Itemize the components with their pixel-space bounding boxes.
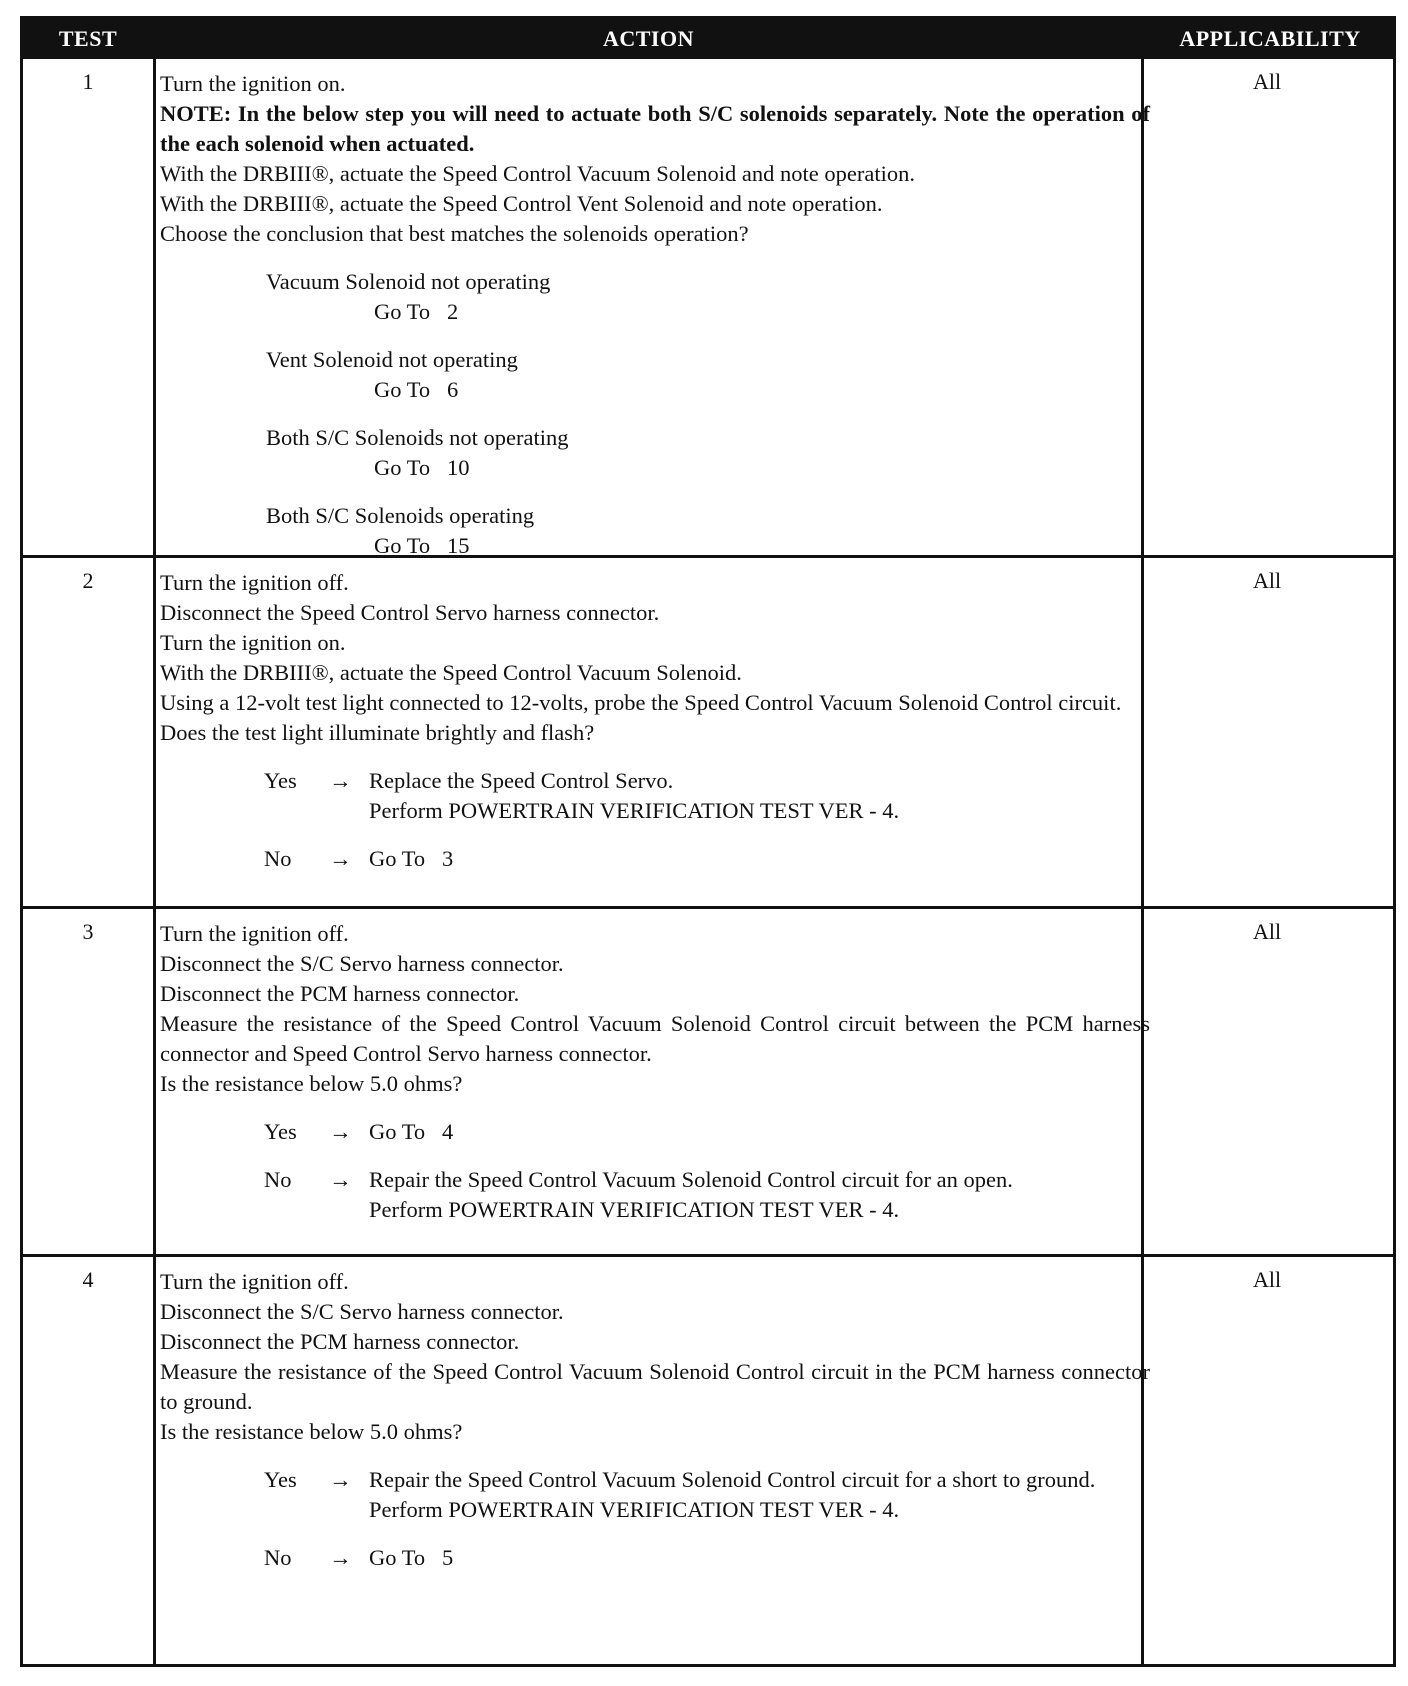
- result-yes: [264, 1465, 1150, 1525]
- result-text: Go To 3: [369, 846, 454, 871]
- table-row: [23, 1254, 1393, 1664]
- result-label: Yes: [264, 1467, 297, 1492]
- result-text: Repair the Speed Control Vacuum Solenoid Control circuit for a short to ground.: [369, 1467, 1096, 1492]
- conclusion-option: [266, 501, 1150, 561]
- action-line: Turn the ignition on.: [160, 71, 346, 96]
- result-label: Yes: [264, 1119, 297, 1144]
- action-line: With the DRBIII®, actuate the Speed Control Vent Solenoid and note operation.: [160, 191, 883, 216]
- action-line: Disconnect the PCM harness connector.: [160, 981, 520, 1006]
- action-cell: [160, 568, 1150, 874]
- result-no: [264, 1543, 1150, 1573]
- table-header: [23, 19, 1393, 59]
- action-line: With the DRBIII®, actuate the Speed Control Vacuum Solenoid and note operation.: [160, 161, 915, 186]
- action-line: Is the resistance below 5.0 ohms?: [160, 1071, 463, 1096]
- result-no: [264, 1165, 1150, 1225]
- action-line: Using a 12-volt test light connected to 12-volts, probe the Speed Control Vacuum Solenoid Control circuit.: [160, 690, 1122, 715]
- note-text: NOTE: In the below step you will need to actuate both S/C solenoids separately. Note the operation of the each solenoid when actuated.: [160, 101, 1150, 156]
- header-action: ACTION: [602, 26, 694, 51]
- option-goto: Go To 2: [374, 299, 459, 324]
- action-line: Turn the ignition off.: [160, 1269, 349, 1294]
- option-goto: Go To 6: [374, 377, 459, 402]
- arrow-icon: →: [329, 768, 352, 793]
- table-row: [23, 555, 1393, 906]
- applicability-value: All: [1252, 919, 1282, 944]
- action-cell: [160, 69, 1150, 561]
- arrow-icon: →: [329, 1467, 352, 1492]
- action-cell: [160, 919, 1150, 1225]
- action-line: Turn the ignition off.: [160, 921, 349, 946]
- arrow-icon: →: [329, 1119, 352, 1144]
- arrow-icon: →: [329, 1167, 352, 1192]
- option-goto: Go To 10: [374, 455, 470, 480]
- header-test: TEST: [58, 26, 118, 51]
- action-line: Turn the ignition on.: [160, 630, 346, 655]
- result-text: Perform POWERTRAIN VERIFICATION TEST VER - 4.: [369, 798, 900, 823]
- test-number: 3: [82, 919, 94, 944]
- arrow-icon: →: [329, 1545, 352, 1570]
- action-line: Turn the ignition off.: [160, 570, 349, 595]
- result-text: Replace the Speed Control Servo.: [369, 768, 674, 793]
- result-label: No: [264, 1167, 292, 1192]
- result-yes: [264, 1117, 1150, 1147]
- option-label: Vacuum Solenoid not operating: [266, 269, 551, 294]
- test-number: 1: [82, 69, 94, 94]
- action-line: Disconnect the S/C Servo harness connector.: [160, 951, 564, 976]
- result-text: Perform POWERTRAIN VERIFICATION TEST VER - 4.: [369, 1497, 900, 1522]
- option-label: Both S/C Solenoids not operating: [266, 425, 569, 450]
- action-line: Disconnect the PCM harness connector.: [160, 1329, 520, 1354]
- result-label: No: [264, 846, 292, 871]
- result-label: Yes: [264, 768, 297, 793]
- result-text: Perform POWERTRAIN VERIFICATION TEST VER - 4.: [369, 1197, 900, 1222]
- action-line: Measure the resistance of the Speed Control Vacuum Solenoid Control circuit between the PCM harness connector and Speed Control Servo harness connector.: [160, 1011, 1150, 1066]
- option-label: Both S/C Solenoids operating: [266, 503, 535, 528]
- table-row: [23, 59, 1393, 558]
- result-label: No: [264, 1545, 292, 1570]
- conclusion-option: [266, 267, 1150, 327]
- option-label: Vent Solenoid not operating: [266, 347, 518, 372]
- action-line: Does the test light illuminate brightly and flash?: [160, 720, 595, 745]
- result-yes: [264, 766, 1150, 826]
- action-line: With the DRBIII®, actuate the Speed Control Vacuum Solenoid.: [160, 660, 742, 685]
- table-row: [23, 906, 1393, 1254]
- header-applicability: APPLICABILITY: [1179, 26, 1361, 51]
- diagnostic-table: [20, 16, 1396, 1667]
- conclusion-option: [266, 423, 1150, 483]
- test-number: 4: [82, 1267, 94, 1292]
- action-line: Measure the resistance of the Speed Control Vacuum Solenoid Control circuit in the PCM harness connector to ground.: [160, 1359, 1150, 1414]
- applicability-value: All: [1252, 568, 1282, 593]
- result-text: Repair the Speed Control Vacuum Solenoid Control circuit for an open.: [369, 1167, 1013, 1192]
- arrow-icon: →: [329, 846, 352, 871]
- action-line: Choose the conclusion that best matches the solenoids operation?: [160, 221, 749, 246]
- action-line: Disconnect the S/C Servo harness connector.: [160, 1299, 564, 1324]
- conclusion-option: [266, 345, 1150, 405]
- applicability-value: All: [1252, 69, 1282, 94]
- result-text: Go To 5: [369, 1545, 454, 1570]
- action-line: Disconnect the Speed Control Servo harness connector.: [160, 600, 660, 625]
- action-cell: [160, 1267, 1150, 1573]
- action-line: Is the resistance below 5.0 ohms?: [160, 1419, 463, 1444]
- result-no: [264, 844, 1150, 874]
- result-text: Go To 4: [369, 1119, 454, 1144]
- test-number: 2: [82, 568, 94, 593]
- option-goto: Go To 15: [374, 533, 470, 558]
- applicability-value: All: [1252, 1267, 1282, 1292]
